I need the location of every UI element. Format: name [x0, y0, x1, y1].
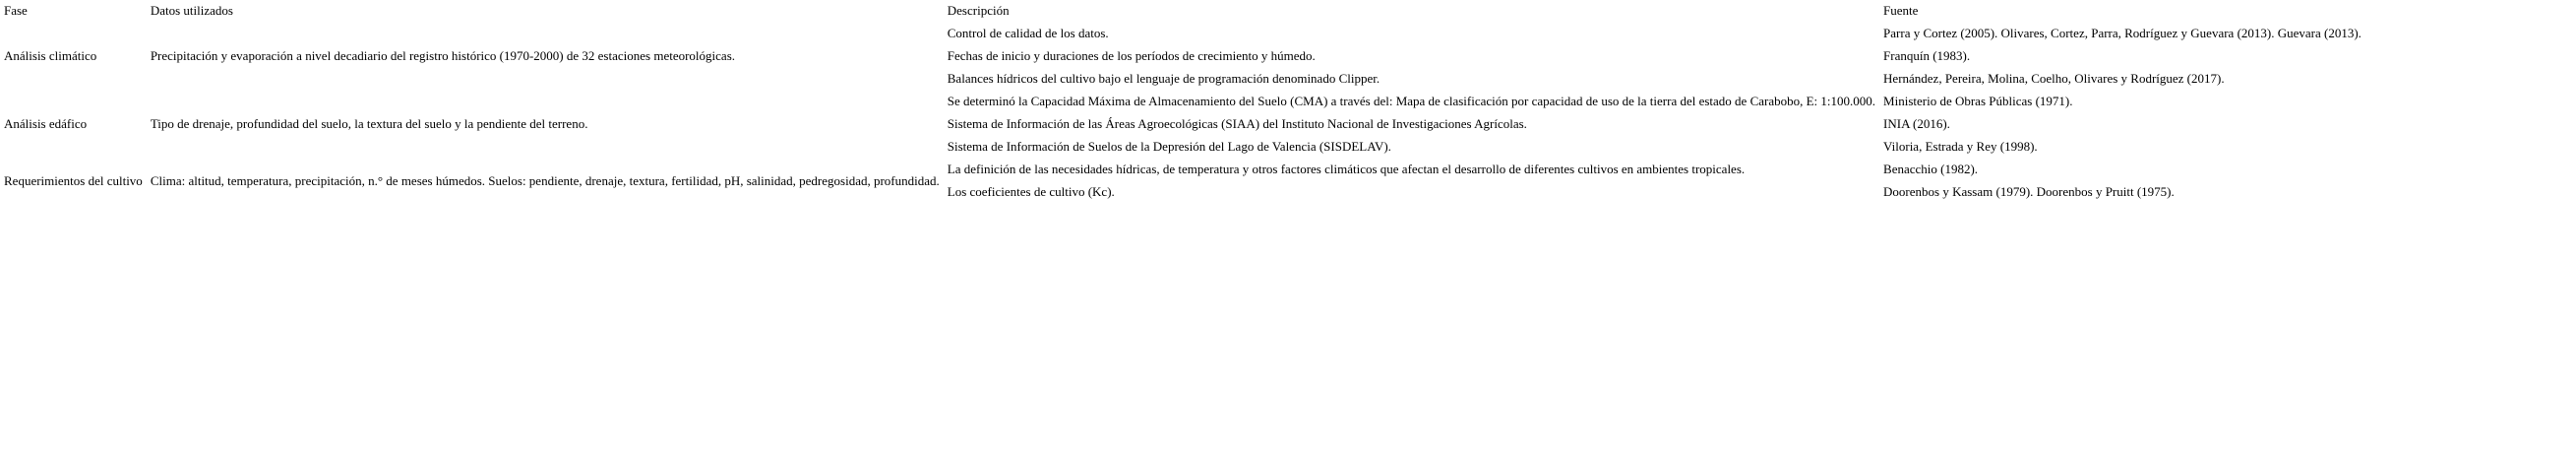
fuente-cell: Doorenbos y Kassam (1979). Doorenbos y Pruitt (1975).: [1883, 184, 2175, 199]
datos-cell: Precipitación y evaporación a nivel decadiario del registro histórico (1970-2000) de 32 estaciones meteorológicas.: [150, 48, 735, 63]
descripcion-cell: Control de calidad de los datos.: [947, 26, 1109, 40]
datos-cell: Tipo de drenaje, profundidad del suelo, la textura del suelo y la pendiente del terreno.: [150, 116, 588, 131]
methodology-table: [0, 0, 2365, 204]
header-descripcion: Descripción: [947, 3, 1010, 18]
descripcion-cell: Sistema de Información de Suelos de la Depresión del Lago de Valencia (SISDELAV).: [947, 139, 1391, 154]
fuente-cell: Benacchio (1982).: [1883, 162, 1979, 176]
header-fuente: Fuente: [1883, 3, 1919, 18]
fuente-cell: Hernández, Pereira, Molina, Coelho, Olivares y Rodríguez (2017).: [1883, 71, 2225, 86]
header-datos: Datos utilizados: [150, 3, 233, 18]
table-row: [0, 91, 2365, 113]
header-fase: Fase: [4, 3, 28, 18]
fase-cell: Análisis edáfico: [4, 116, 88, 131]
table-row: [0, 23, 2365, 45]
header-row: [0, 0, 2365, 23]
descripcion-cell: Se determinó la Capacidad Máxima de Almacenamiento del Suelo (CMA) a través del: Mapa de clasificación por capacidad de uso de la tierra del estado de Carabobo, E: 1:100.000.: [947, 94, 1876, 108]
fuente-cell: INIA (2016).: [1883, 116, 1950, 131]
fuente-cell: Franquín (1983).: [1883, 48, 1971, 63]
datos-cell: Clima: altitud, temperatura, precipitación, n.° de meses húmedos. Suelos: pendiente, drenaje, textura, fertilidad, pH, salinidad, pedregosidad, profundidad.: [150, 172, 940, 188]
descripcion-cell: La definición de las necesidades hídricas, de temperatura y otros factores climáticos que afectan el desarrollo de diferentes cultivos en ambientes tropicales.: [947, 162, 1746, 176]
fase-cell: Análisis climático: [4, 48, 97, 63]
descripcion-cell: Los coeficientes de cultivo (Kc).: [947, 184, 1115, 199]
fase-cell: Requerimientos del cultivo: [4, 172, 143, 188]
fuente-cell: Ministerio de Obras Públicas (1971).: [1883, 94, 2073, 108]
descripcion-cell: Sistema de Información de las Áreas Agroecológicas (SIAA) del Instituto Nacional de Investigaciones Agrícolas.: [947, 116, 1527, 131]
descripcion-cell: Fechas de inicio y duraciones de los períodos de crecimiento y húmedo.: [947, 48, 1316, 63]
fuente-cell: Viloria, Estrada y Rey (1998).: [1883, 139, 2038, 154]
fuente-cell: Parra y Cortez (2005). Olivares, Cortez, Parra, Rodríguez y Guevara (2013). Guevara (2013).: [1883, 26, 2361, 40]
descripcion-cell: Balances hídricos del cultivo bajo el lenguaje de programación denominado Clipper.: [947, 71, 1380, 86]
table-row: [0, 159, 2365, 181]
